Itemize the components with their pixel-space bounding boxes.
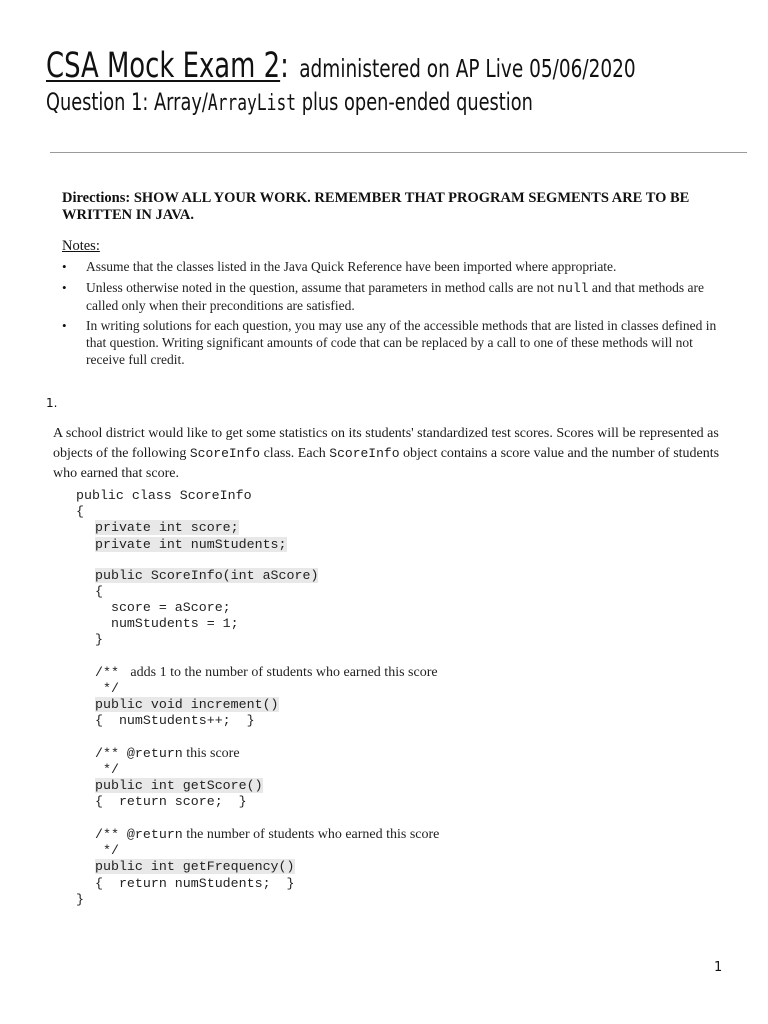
page-title (46, 46, 636, 86)
code-line: */ (95, 843, 119, 858)
class-name: ScoreInfo (329, 446, 400, 461)
note-1: Assume that the classes listed in the Java Quick Reference have been imported where appropriate. (86, 259, 617, 274)
code-line: { numStudents++; } (95, 713, 255, 728)
method-increment: public void increment() (95, 697, 279, 712)
code-comment (95, 827, 439, 843)
field-score: private int score; (95, 520, 239, 535)
heading-suffix: plus open-ended question (296, 88, 533, 116)
code-line: score = aScore; (95, 600, 231, 615)
code-line (95, 537, 287, 553)
code-line (95, 778, 263, 794)
code-line: { (95, 584, 103, 599)
code-line: { return numStudents; } (95, 876, 295, 891)
constructor-signature: public ScoreInfo(int aScore) (95, 568, 319, 583)
comment-open: /** @return (95, 746, 183, 761)
code-comment (95, 665, 438, 681)
intro-text-3: object contains a score value and the number of students who earned that score. (53, 446, 720, 481)
intro-text-2: class. Each (260, 446, 330, 461)
code-line (95, 859, 295, 875)
method-get-frequency: public int getFrequency() (95, 859, 295, 874)
code-line: */ (95, 762, 119, 777)
code-line: numStudents = 1; (95, 616, 239, 631)
question-number: 1. (46, 396, 58, 410)
code-line: } (95, 632, 103, 647)
field-num-students: private int numStudents; (95, 537, 287, 552)
code-line: */ (95, 681, 119, 696)
comment-text: the number of students who earned this score (182, 827, 440, 842)
code-line: { return score; } (95, 794, 247, 809)
code-line (95, 568, 318, 584)
code-line (95, 520, 239, 536)
exam-title: CSA Mock Exam 2 (46, 46, 281, 86)
code-line: } (76, 892, 84, 907)
code-line: { (76, 504, 84, 519)
page-number: 1 (714, 960, 723, 975)
title-colon: : (280, 46, 289, 86)
note-2-text: Unless otherwise noted in the question, assume that parameters in method calls are not (86, 280, 558, 295)
code-line: public class ScoreInfo (76, 488, 252, 503)
bullet-icon: • (62, 318, 67, 333)
null-keyword: null (557, 281, 589, 296)
intro-text-1: A school district would like to get some statistics on its students' standardized test scores. Scores will be represented as objects of the following (53, 426, 719, 461)
note-2-text-end: and that methods are called only when their preconditions are satisfied. (86, 280, 704, 313)
exam-date: administered on AP Live 05/06/2020 (299, 54, 636, 83)
comment-text: this score (182, 746, 240, 761)
heading-prefix: Question 1: Array/ (46, 88, 208, 116)
heading-mono: ArrayList (207, 91, 297, 116)
comment-text: adds 1 to the number of students who earned this score (126, 665, 438, 680)
method-get-score: public int getScore() (95, 778, 263, 793)
note-2 (86, 279, 726, 314)
comment-open: /** @return (95, 827, 183, 842)
bullet-icon: • (62, 259, 67, 274)
bullet-icon: • (62, 280, 67, 295)
directions: Directions: SHOW ALL YOUR WORK. REMEMBER THAT PROGRAM SEGMENTS ARE TO BE WRITTEN IN JAVA. (62, 190, 690, 223)
note-3: In writing solutions for each question, you may use any of the accessible methods that are listed in classes defined in that question. Writing significant amounts of code that can be replaced by a call to one of these methods will not receive full credit. (86, 318, 717, 367)
code-line (95, 697, 279, 713)
class-name: ScoreInfo (189, 446, 261, 461)
question-intro (53, 424, 725, 484)
notes-heading: Notes: (62, 238, 100, 254)
divider (50, 152, 747, 153)
code-comment (95, 746, 240, 762)
comment-open: /** (95, 665, 127, 680)
question-heading (46, 88, 533, 116)
